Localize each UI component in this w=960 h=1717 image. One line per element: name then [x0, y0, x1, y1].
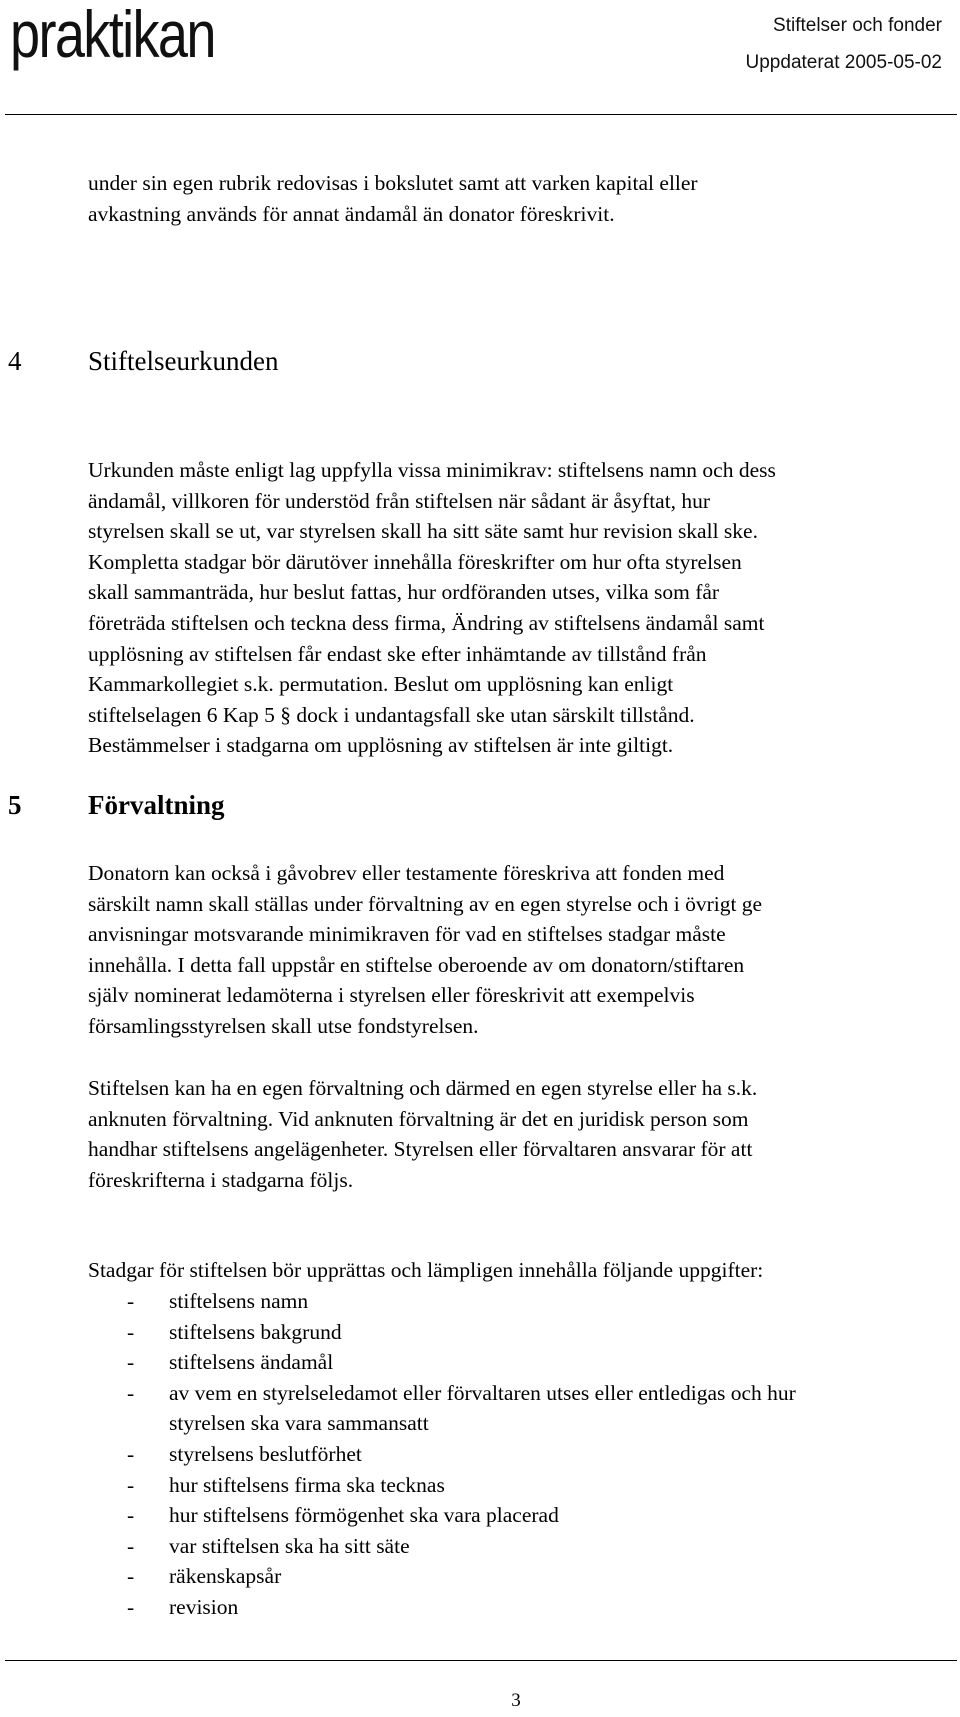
list-bullet: -: [127, 1564, 135, 1589]
intro-paragraph: under sin egen rubrik redovisas i bokslutet samt att varken kapital eller avkastning används för annat ändamål än donator föreskrivit.: [88, 171, 698, 226]
section-title: Förvaltning: [88, 790, 225, 820]
section-4-heading: [8, 346, 278, 377]
list-item: - av vem en styrelseledamot eller förvaltaren utses eller entledigas och hur styrelsen ska vara sammansatt: [88, 1378, 958, 1439]
list-intro: Stadgar för stiftelsen bör upprättas och lämpligen innehålla följande uppgifter:: [88, 1258, 764, 1282]
list-item: - var stiftelsen ska ha sitt säte: [88, 1531, 958, 1562]
section-4-body: Urkunden måste enligt lag uppfylla vissa minimikrav: stiftelsens namn och dess ändamål, villkoren för understöd från stiftelsen när sådant är åsyftat, hur styrelsen skall se ut, var styrelsen skall ha sitt säte samt hur revision skall ske. Kompletta stadgar bör därutöver innehålla föreskrifter om hur ofta styrelsen skall sammanträda, hur beslut fattas, hur ordföranden utses, vilka som får företräda stiftelsen och teckna dess firma, Ändring av stiftelsens ändamål samt upplösning av stiftelsen får endast ske efter inhämtande av tillstånd från Kammarkollegiet s.k. permutation. Beslut om upplösning kan enligt stiftelselagen 6 Kap 5 § dock i undantagsfall ske utan särskilt tillstånd. Bestämmelser i stadgarna om upplösning av stiftelsen är inte giltigt.: [88, 458, 776, 758]
section-number: 5: [8, 790, 22, 820]
footer-divider: [5, 1660, 957, 1661]
list-item: - stiftelsens ändamål: [88, 1347, 958, 1378]
list-item: - styrelsens beslutförhet: [88, 1439, 958, 1470]
list-bullet: -: [127, 1289, 135, 1313]
section-number: 4: [8, 346, 22, 376]
list-bullet: -: [127, 1533, 135, 1558]
list-bullet: -: [127, 1380, 135, 1405]
list-bullet: -: [127, 1594, 135, 1619]
list-bullet: -: [127, 1472, 135, 1497]
list-item: - hur stiftelsens förmögenhet ska vara placerad: [88, 1500, 958, 1531]
list-item: - revision: [88, 1592, 958, 1623]
section-5-paragraph-2: Stiftelsen kan ha en egen förvaltning och därmed en egen styrelse eller ha s.k. anknuten förvaltning. Vid anknuten förvaltning är det en juridisk person som handhar stiftelsens angelägenheter. Styrelsen eller förvaltaren ansvarar för att föreskrifterna i stadgarna följs.: [88, 1076, 758, 1192]
list-item: - stiftelsens bakgrund: [88, 1317, 958, 1348]
list-bullet: -: [127, 1319, 135, 1344]
list-item: - hur stiftelsens firma ska tecknas: [88, 1470, 958, 1501]
updated-date: Uppdaterat 2005-05-02: [745, 52, 942, 73]
list-bullet: -: [127, 1441, 135, 1466]
page-number: 3: [511, 1690, 521, 1711]
section-title: Stiftelseurkunden: [88, 346, 279, 376]
header-divider: [5, 114, 957, 115]
list-item: - räkenskapsår: [88, 1561, 958, 1592]
section-5-heading: [8, 790, 225, 821]
list-bullet: -: [127, 1350, 135, 1375]
list-item: - stiftelsens namn: [88, 1286, 958, 1317]
document-title: Stiftelser och fonder: [773, 15, 942, 36]
list-bullet: -: [127, 1503, 135, 1528]
praktikan-logo: praktikan: [10, 0, 215, 71]
section-5-paragraph-1: Donatorn kan också i gåvobrev eller testamente föreskriva att fonden med särskilt namn skall ställas under förvaltning av en egen styrelse och i övrigt ge anvisningar motsvarande minimikraven för vad en stiftelses stadgar måste innehålla. I detta fall uppstår en stiftelse oberoende av om donatorn/stiftaren själv nominerat ledamöterna i styrelsen eller föreskrivit att exempelvis församlingsstyrelsen skall utse fondstyrelsen.: [88, 861, 763, 1038]
statute-items-list: [88, 1286, 958, 1623]
